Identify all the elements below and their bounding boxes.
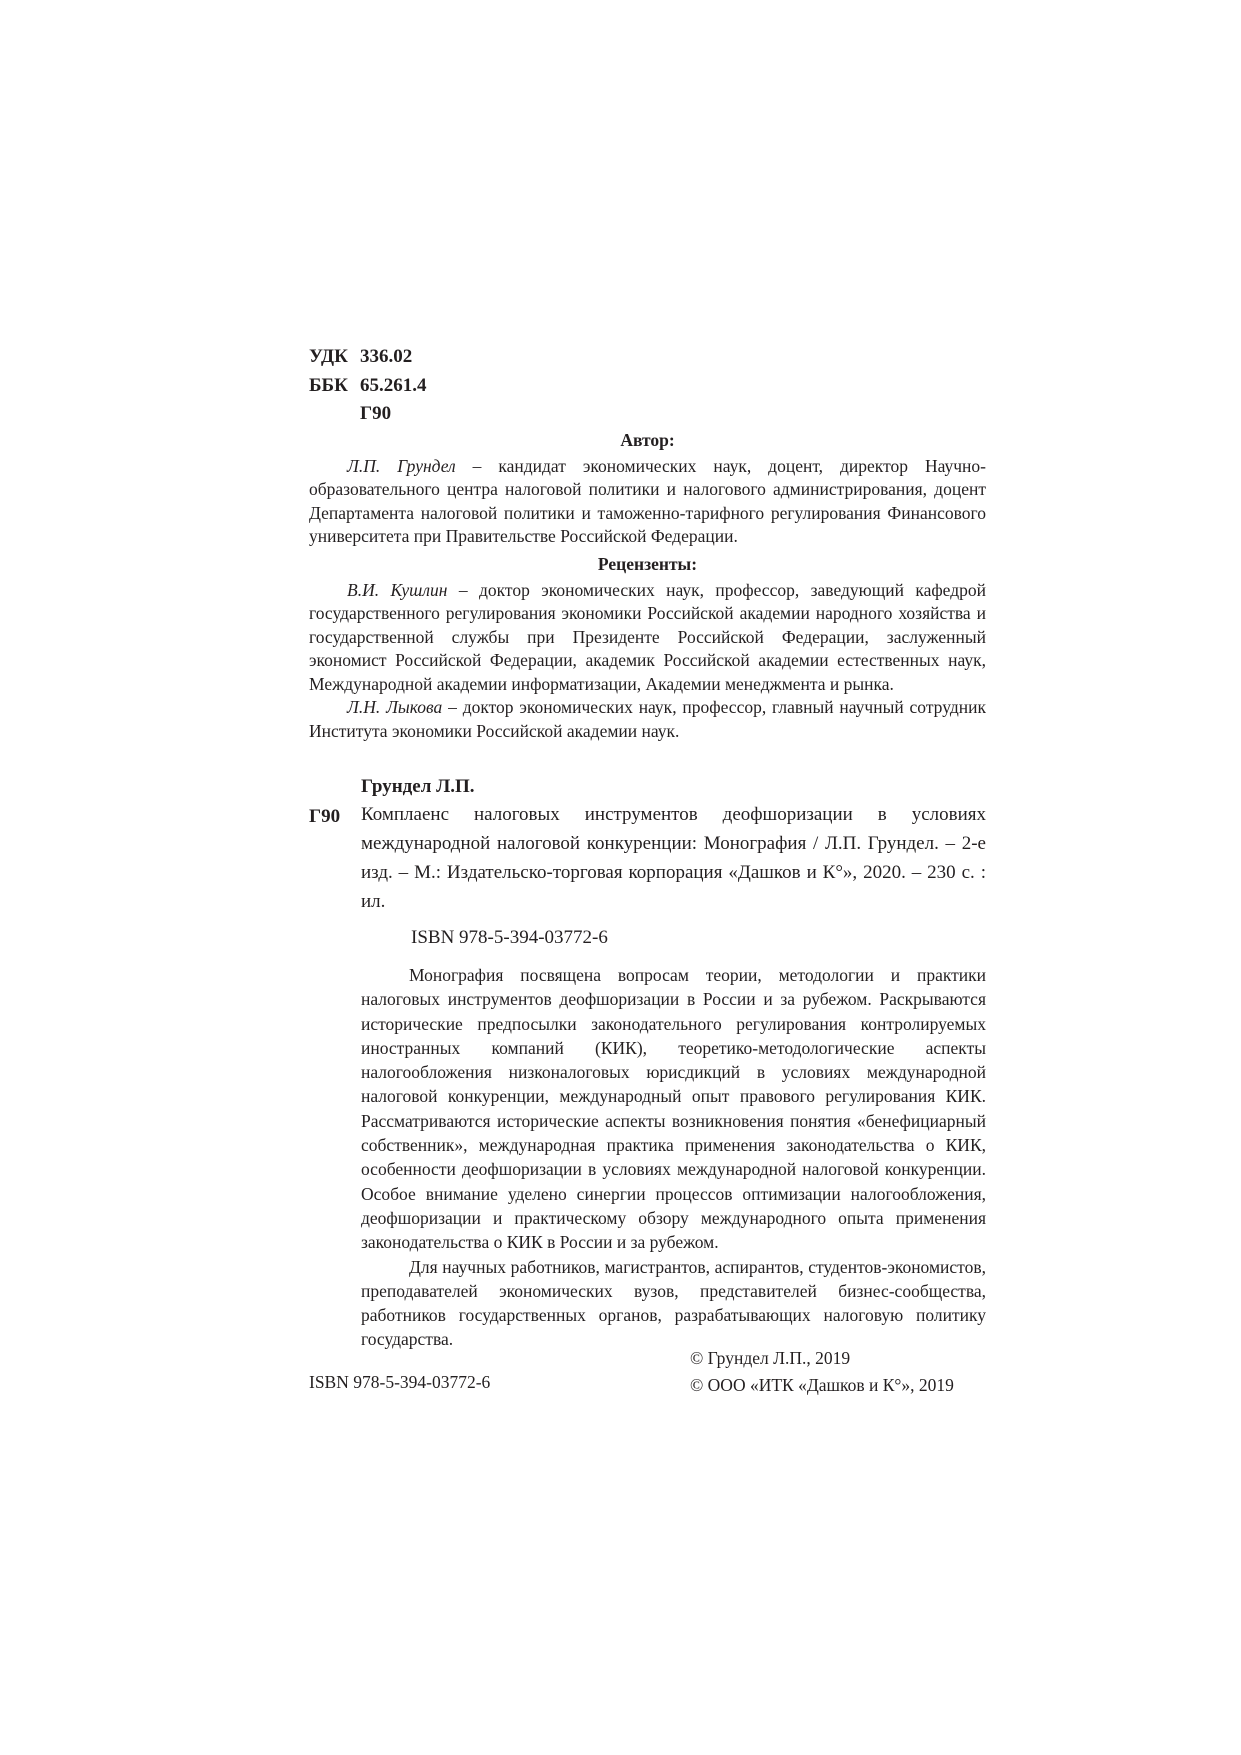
author-name: Л.П. Грундел xyxy=(347,455,456,476)
author-paragraph xyxy=(309,455,986,549)
reviewer-paragraph xyxy=(309,696,986,743)
reviewer-paragraph xyxy=(309,579,986,697)
annotation xyxy=(361,963,986,1352)
reviewer-name: В.И. Кушлин xyxy=(347,579,448,600)
reviewers-heading: Рецензенты: xyxy=(597,554,698,574)
author-sign: Г90 xyxy=(360,403,392,424)
annotation-paragraph: Монография посвящена вопросам теории, методологии и практики налоговых инструментов деофшоризации в России и за рубежом. Раскрываются исторические предпосылки законодательного регулирования контролируемых иностранных компаний (КИК), теоретико-методологические аспекты налогообложения низконалоговых юрисдикций в условиях международной налоговой конкуренции, международный опыт правового регулирования КИК. Рассматриваются исторические аспекты возникновения понятия «бенефициарный собственник», международная практика применения законодательства о КИК, особенности деофшоризации в условиях международной налоговой конкуренции. Особое внимание уделено синергии процессов оптимизации налогообложения, деофшоризации и практическому обзору международного опыта применения законодательства о КИК в России и за рубежом. xyxy=(361,965,986,1253)
author-section xyxy=(309,429,986,549)
annotation-paragraph: Для научных работников, магистрантов, аспирантов, студентов-экономистов, преподавателей экономических вузов, представителей бизнес-сообщества, работников государственных органов, разрабатывающих налоговую политику государства. xyxy=(361,1256,986,1350)
author-heading: Автор: xyxy=(620,430,675,450)
reviewer-description: – доктор экономических наук, профессор, главный научный сотрудник Института экономики Российской академии наук. xyxy=(309,697,986,741)
classification-codes xyxy=(309,343,427,429)
reviewer-name: Л.Н. Лыкова xyxy=(347,697,443,717)
reviewers-section xyxy=(309,553,986,743)
footer-isbn: ISBN 978-5-394-03772-6 xyxy=(309,1372,491,1392)
reviewer-description: – доктор экономических наук, профессор, заведующий кафедрой государственного регулирования экономики Российской академии народного хозяйства и государственной службы при Президенте Российской Федерации, заслуженный экономист Российской Федерации, академик Российской академии естественных наук, Международной академии информатизации, Академии менеджмента и рынка. xyxy=(309,579,986,694)
copyright-author: © Грундел Л.П., 2019 xyxy=(690,1348,851,1368)
bbk-value: 65.261.4 xyxy=(360,374,427,396)
catalog-author: Грундел Л.П. xyxy=(361,776,475,797)
udk-row xyxy=(309,343,427,372)
copyright-publisher: © ООО «ИТК «Дашков и К°», 2019 xyxy=(690,1375,954,1395)
catalog-isbn: ISBN 978-5-394-03772-6 xyxy=(411,927,608,948)
bbk-row xyxy=(309,372,427,401)
catalog-description: Комплаенс налоговых инструментов деофшоризации в условиях международной налоговой конкуренции: Монография / Л.П. Грундел. – 2-е изд. – М.: Издательско-торговая корпорация «Дашков и К°», 2020. – 230 с. : ил. xyxy=(361,804,986,912)
udk-value: 336.02 xyxy=(360,346,413,367)
bbk-label: ББК xyxy=(309,374,348,396)
udk-label: УДК xyxy=(309,346,348,367)
author-description: – кандидат экономических наук, доцент, директор Научно-образовательного центра налоговой политики и налогового администрирования, доцент Департамента налоговой политики и таможенно-тарифного регулирования Финансового университета при Правительстве Российской Федерации. xyxy=(309,455,986,546)
catalog-code: Г90 xyxy=(309,806,341,827)
copyright-block xyxy=(690,1345,954,1399)
author-sign-row xyxy=(309,400,427,429)
